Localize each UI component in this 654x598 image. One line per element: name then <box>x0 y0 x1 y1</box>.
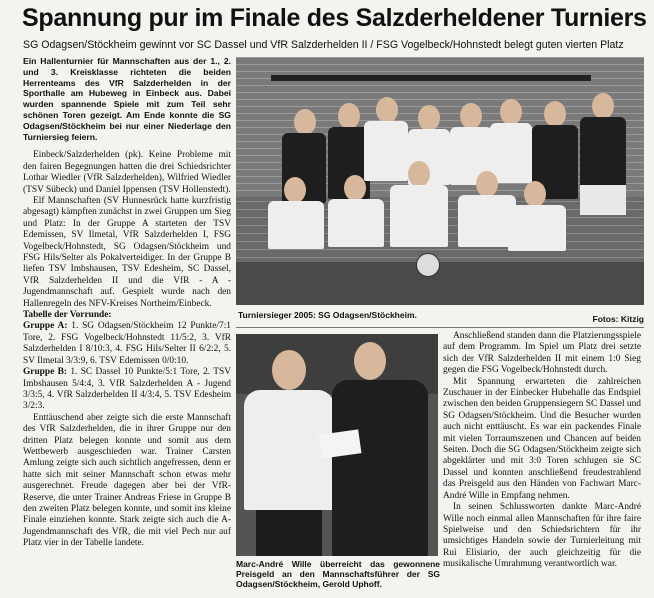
player-head <box>592 93 614 119</box>
goal-frame <box>271 75 591 81</box>
floor <box>236 262 644 305</box>
text-column-right <box>443 331 641 571</box>
photo-credit: Fotos: Kitzig <box>592 314 644 324</box>
paragraph-closing: In seinen Schlussworten dankte Marc-André Wille noch einmal allen Mannschaften für ihre faire Spielweise und den Schiedsrichtern für ihr umsichtiges Handeln sowie der Turnierleitung mit Rui Elisiario, der auch gleichzeitig für die musikalische Umrahmung verantwortlich war. <box>443 502 641 570</box>
player-head <box>338 103 360 129</box>
player-head <box>294 109 316 135</box>
team-photo <box>236 57 644 305</box>
paragraph-groups: Elf Mannschaften (SV Hunnesrück hatte kurzfristig abgesagt) kämpften zunächst in zwei Gruppen um Sieg und Platz: In der Gruppe A starteten der TSV Edemissen, SV Ilmetal, VfR Salzderhelden I, FSG Vogelbeck/Hohnstedt, SG Odagsen/Stöckheim und FSG Hils/Selter als Pokalverteidiger. In der Gruppe B liefen TSV Imbshausen, TSV Edesheim, SC Dassel, VfR Salzderhelden II und die VfR - A - Jugendmannschaft auf. Gespielt wurde nach den Hallenregeln des NFV-Kreises Northeim/Einbeck. <box>23 196 231 309</box>
group-b-label: Gruppe B: <box>23 367 67 378</box>
group-b-result <box>23 367 231 413</box>
group-a-result <box>23 321 231 367</box>
paragraph-review: Enttäuschend aber zeigte sich die erste Mannschaft des VfR Salzderhelden, die in ihrer Gruppe nur den dritten Platz belegen konnte und somit aus dem Wettbewerb ausgeschieden war. Trainer Carsten Amlung zeigte sich auch sichtlich angefressen, denn er hatte sich mit seiner Mannschaft schon etwas mehr ausgerechnet. Freude dagegen aber bei der VfR-Reserve, die unter Trainer Andreas Friese in Gruppe B den zweiten Platz belegen konnte, und somit ins kleine Finale einziehen konnte. Stark zeigte sich auch die A-Jugendmannschaft des VfR, die mit viel Pech nur auf Platz vier in der Tabelle landete. <box>23 412 231 549</box>
team-photo-caption: Turniersieger 2005: SG Odagsen/Stöckheim. <box>238 310 417 320</box>
player-head <box>418 105 440 131</box>
person-jacket <box>332 380 428 556</box>
award-photo <box>236 334 438 556</box>
text-column-left <box>23 56 231 550</box>
player-head <box>476 171 498 197</box>
paragraph-final: Mit Spannung erwarteten die zahlreichen Zuschauer in der Einbecker Hubehalle das Endspiel zwischen den beiden Gruppensiegern SC Dassel und SG Odagsen/Stöckheim. Und die Besucher wurden auch nicht enttäuscht. Es war ein packendes Finale mit vielen Torraumszenen und Chancen auf beiden Seiten. Doch die SG Odagsen/Stöckheim zeigte sich abgeklärter und mit 3:0 Toren schlugen sie SC Dassel und konnten anschließend freudestrahlend das Preisgeld aus den Händen von Fachwart Marc-André Wille in Empfang nehmen. <box>443 376 641 501</box>
player-head <box>524 181 546 207</box>
table-heading: Tabelle der Vorrunde: <box>23 310 112 321</box>
player-head <box>408 161 430 187</box>
player-head <box>500 99 522 125</box>
player-head <box>544 101 566 127</box>
player-jersey <box>580 117 626 187</box>
award-photo-caption: Marc-André Wille überreicht das gewonnene Preisgeld an den Mannschaftsführer der SG Odagsen/Stöckheim, Gerold Uphoff. <box>236 559 440 589</box>
player-jersey <box>390 185 448 247</box>
player-jersey <box>490 123 532 183</box>
divider <box>236 327 644 328</box>
article-headline: Spannung pur im Finale des Salzderheldener Turniers <box>22 4 647 32</box>
player-jersey <box>364 121 408 181</box>
player-head <box>284 177 306 203</box>
player-jersey <box>508 205 566 251</box>
article-lead: Ein Hallenturnier für Mannschaften aus der 1., 2. und 3. Kreisklasse richteten die beiden Herrenteams des VfR Salzderhelden in der Sporthalle am Hubeweg in Einbeck aus. Dabei wurden spannende Spiele mit zum Teil sehr schönen Toren gezeigt. Am Ende konnte die SG Odagsen/Stöckheim bei nur einer Niederlage den Turniersieg feiern. <box>23 56 231 142</box>
person-head <box>354 342 386 380</box>
player-jersey <box>268 201 324 249</box>
player-shorts <box>580 185 626 215</box>
group-a-text: 1. SG Odagsen/Stöckheim 12 Punkte/7:1 Tore, 2. FSG Vogelbeck/Hohnstedt 11/5:2, 3. VfR Salzderhelden I 8/10:3, 4. FSG Hils/Selter II 6/2:2, 5. SV Ilmetal 3/3:9, 6. TSV Edemissen 0/0:10. <box>23 321 231 366</box>
group-b-text: 1. SC Dassel 10 Punkte/5:1 Tore, 2. TSV Imbshausen 5/4:4, 3. VfR Salzderhelden A - Jugend 3/3:5, 4. VfR Salzderhelden II 4/3:4, 5. TSV Edesheim 3/2:3. <box>23 367 231 412</box>
football <box>416 253 440 277</box>
paragraph-intro: Einbeck/Salzderhelden (pk). Keine Probleme mit den fairen Begegnungen hatten die drei Schiedsrichter Lothar Wiedler (VfR Salzderhelden), Wilfried Wiedler (TSV Sübeck) und Daniel Ippensen (TSV Hollenstedt). <box>23 150 231 195</box>
player-head <box>460 103 482 129</box>
person-head <box>272 350 306 390</box>
article-subheadline: SG Odagsen/Stöckheim gewinnt vor SC Dassel und VfR Salzderhelden II / FSG Vogelbeck/Hohnstedt belegt guten vierten Platz <box>23 39 624 51</box>
player-head <box>376 97 398 123</box>
player-head <box>344 175 366 201</box>
group-a-label: Gruppe A: <box>23 321 68 332</box>
person-shorts <box>256 510 322 556</box>
paragraph-placement: Anschließend standen dann die Platzierungsspiele auf dem Programm. Im Spiel um Platz drei setzte sich der VfR Salzderhelden II mit einem 1:0 Sieg gegen die FSG Vogelbeck/Hohnstedt durch. <box>443 331 641 376</box>
player-jersey <box>328 199 384 247</box>
